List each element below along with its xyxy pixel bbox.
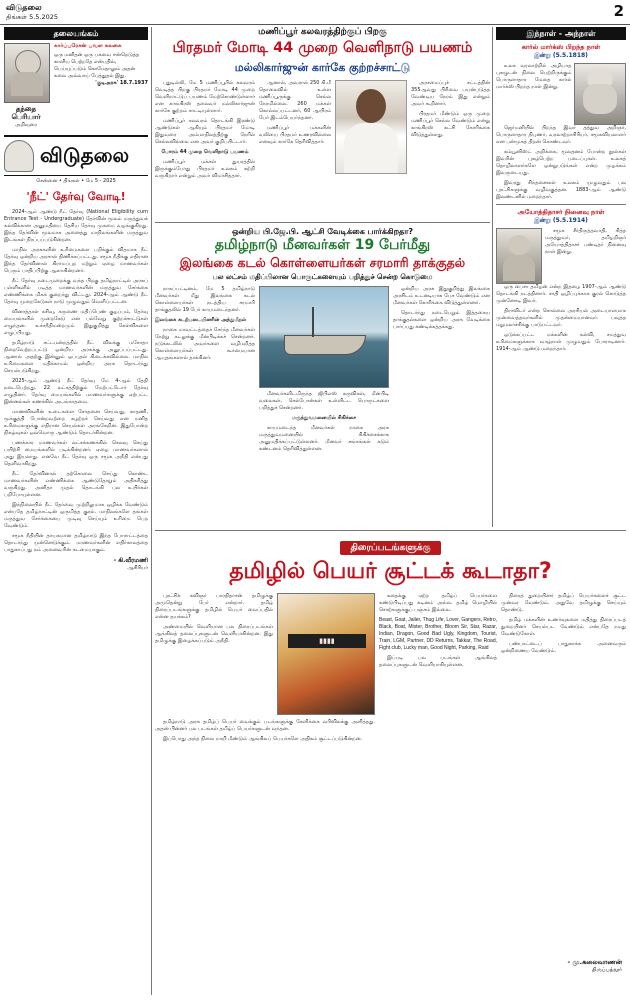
story1-subhead: மல்லிகார்ஜுன் கார்கே குற்றச்சாட்டு <box>234 61 411 74</box>
right-divider <box>496 204 626 205</box>
editorial-paragraph: சமூக நீதியின் தாயகமான தமிழ்நாடு இந்த போராட்டத்தை தொடர்ந்து முன்னெடுக்கும். மாணவர்களின் எதிர்காலத்தை பாதுகாப்பது நம் அனைவரின் கடமையாகும். <box>4 533 148 553</box>
film-story <box>155 534 626 996</box>
this-day-label: இந்நாள் - அந்நாள் <box>496 27 626 40</box>
story1-paragraph: அரசமைப்புச் சட்டத்தின் 355ஆவது பிரிவை பயன்படுத்த வேண்டிய நேரம் இது என்றும் அவர் கூறினார். <box>411 80 490 107</box>
editorial-paragraph: பணக்கார மாணவர்கள் லட்சக்கணக்கில் செலவு செய்து பயிற்சி மையங்களில் படிக்கின்றனர். ஏழை மாணவர்களால் அது இயலாது. எனவே நீட் தேர்வு ஒரு சமூக அநீதி என்பது தெளிவாகிறது. <box>4 440 148 467</box>
story2-headline-2: இலங்கை கடல் கொள்ளையர்கள் சரமாரி தாக்குதல் <box>179 255 466 270</box>
editorial-paragraph: மாநில அரசுகளின் உரிமைகளை பறிக்கும் விதமாக நீட் தேர்வு ஒன்றிய அரசால் திணிக்கப்பட்டது. சமூக நீதிக்கு எதிரான இந்த தேர்வினால் கிராமப்புற மற்றும் ஏழை மாணவர்கள் பெரும் பாதிப்பிற்கு ஆளாகின்றனர். <box>4 247 148 274</box>
page-number: 2 <box>613 2 624 20</box>
story1-kicker: மணிப்பூர் கலவரத்திற்குப் பிறகு <box>258 27 387 37</box>
quote-text: ஒரு மனிதன் ஒரு பசுவை ஈன்றெடுத்த காளிய பெற்றதே என்பதில், பெய்யுப்படும் கொமேதாலும் அதன் கலை அவ்வாய் பேத்துதல் இது. <box>54 52 140 79</box>
story3-signature: - மு.கலைவாணன் <box>567 958 622 966</box>
ayothidasar-body-continued <box>496 284 626 353</box>
story3-paragraph: அண்மையில் வெளியான பல திரைப்படங்கள் ஆங்கிலத் தலைப்புகளுடன் வெளியாகின்றன. இது தமிழுக்கு இழைக்கப்படும் அநீதி. <box>155 624 273 644</box>
column-divider <box>492 27 493 527</box>
fishing-boat-photo <box>259 286 389 388</box>
story2-subheading: இலங்கை கடற்படையினரின் அத்துமீறல் <box>155 317 246 323</box>
story3-kicker: திரைப்படங்களுக்கு <box>340 541 440 555</box>
story2-subheading: மருத்துவமனையில் சிகிச்சை <box>292 415 356 421</box>
story1-headline: பிரதமர் மோடி 44 முறை வெளிநாடு பயணம் <box>172 40 473 56</box>
quote-title: கார்ப்பரேசன் பவள கலகை <box>54 43 122 49</box>
story3-paragraph: தமிழ் மக்களின் உணர்வுகளை மதித்து திரைப்படத் துறையினர் செயல்பட வேண்டும் என்பதே நமது வேண்டுகோள். <box>501 617 626 637</box>
main-area <box>155 27 490 536</box>
periyar-label: பெரியார் <box>11 113 41 121</box>
story1-paragraph: மணிப்பூர் மக்கள் துயரத்தில் இருக்கும்போது பிரதமர் உலகம் சுற்றி வருகிறார் என்றும் அவர் விமர்சித்தார். <box>155 159 255 179</box>
ayothidasar-title: அயோத்திதாசர் நினைவு நாள் <box>517 208 605 216</box>
story3-paragraph: கதைக்கு ஏற்ற தமிழ்ப் பெயர்களை கண்டுபிடிப்பது கடினம் அல்ல. தமிழ் மொழியில் சொற்களுக்குப் பஞ்சம் இல்லை. <box>379 593 497 613</box>
editorial-paragraph: வினாத்தாள் கசிவு, கருணை மதிப்பெண் குழப்பம், தேர்வு மையங்களில் முறைகேடு என பல்வேறு குற்றச்சாட்டுகள் எழுந்தன. உச்சநீதிமன்றமும் இதுகுறித்து கேள்விகளை எழுப்பியது. <box>4 309 148 336</box>
marx-paragraph: இவரது சிந்தனைகள் உலகம் முழுவதும் பல புரட்சிகளுக்கு வழிவகுத்தன. 1883-ஆம் ஆண்டு இலண்டனில் மறைந்தார். <box>496 180 626 200</box>
story2-paragraph: மீனவர்களிடமிருந்த ஜிபிஎஸ் கருவிகள், மீன்பிடி வலைகள், செல்போன்கள் உள்ளிட்ட பொருட்களை பறித்துச் சென்றனர். <box>259 391 389 411</box>
story1-paragraph: மணிப்பூர் மக்களின் வலியை பிரதமர் உணரவில்லை எனவும் கார்கே தெரிவித்தார். <box>259 125 331 145</box>
story2-col1 <box>155 286 259 536</box>
ayothidasar-paragraph: திராவிடர் என்ற சொல்லை அரசியல் அடையாளமாக முன்வைத்தவர்களில் முதன்மையானவர். பவுத்த மறுமலர்ச்சிக்கு பாடுபட்டவர். <box>496 308 626 328</box>
story2-subhead: பல லட்சம் மதிப்பிலான பொருட்களையும் பறித்துச் சென்ற கொடுமை <box>212 273 433 281</box>
marx-portrait <box>574 63 626 125</box>
story1-col2 <box>259 80 335 220</box>
editorial-title: 'நீட்' தேர்வு வோடி! <box>26 190 126 203</box>
marx-title: கார்ல் மார்க்ஸ் பிறந்த நாள் <box>521 43 601 51</box>
ayothidasar-paragraph: ஒரு பைசா தமிழன் என்ற இதழை 1907-ஆம் ஆண்டு தொடங்கி நடத்தினார். சாதி ஒழிப்புக்காக குரல் கொடுத்த முன்னோடி இவர். <box>496 284 626 304</box>
column-divider <box>151 27 152 995</box>
marx-body <box>496 63 574 125</box>
story2-kicker: ஒன்றிய பி.ஜே.பி. ஆட்சி வேடிக்கை பார்க்கிறதா? <box>231 227 414 236</box>
ayothidasar-paragraph: சமூக சீர்திருத்தவாதி, சித்த மருத்துவர், தமிழறிஞர் அயோத்திதாசர் பண்டிதர் நினைவு நாள் இன்று. <box>545 228 626 255</box>
ayothidasar-date: இன்று (5.5.1914) <box>534 217 588 224</box>
ayothidasar-paragraph: ஒடுக்கப்பட்ட மக்களின் கல்வி, சமத்துவ உரிமைகளுக்காக வாழ்நாள் முழுவதும் போராடினார். 1914-ஆம் ஆண்டு மறைந்தார். <box>496 332 626 352</box>
story3-paragraph: இப்படி பல படங்கள் ஆங்கிலத் தலைப்புகளுடன் வெளியாகியுள்ளன. <box>379 655 497 668</box>
editorial-signature: - கி.வீரமணி <box>113 557 148 564</box>
story2-paragraph: ஒன்றிய அரசு இதுகுறித்து இலங்கை அரசிடம் உடனடியாக பேச வேண்டும் என மீனவர்கள் கோரிக்கை விடுத்துள்ளனர். <box>393 286 490 306</box>
story3-paragraph: தமிழ்நாடு அரசு தமிழ்ப் பெயர் வைக்கும் படங்களுக்கு கேளிக்கை வரிவிலக்கு அளித்தது. அதன் பின்னர் பல படங்கள் தமிழ்ப் பெயர்களுடன் வந்தன. <box>155 719 375 732</box>
marx-paragraph: ஜெர்மனியில் பிறந்த இவர் தத்துவ அறிஞர், பொருளாதார நிபுணர், வரலாற்றாசிரியர், சமூகவியலாளர் என பன்முகத் திறன் கொண்டவர். <box>496 125 626 145</box>
story3-paragraph: திரைத் துறையினர் தமிழ்ப் பெயர்களைச் சூட்ட முன்வர வேண்டும். அதுவே தமிழுக்கு செய்யும் தொண்டு. <box>501 593 626 613</box>
story3-col2 <box>379 593 501 715</box>
story3-col1-continued <box>155 719 379 746</box>
story2-paragraph: நாகப்பட்டினம், மே 5 தமிழ்நாடு மீனவர்கள் மீது இலங்கை கடல் கொள்ளையர்கள் நடத்திய சரமாரி தாக்குதலில் 19 பேர் காயமடைந்தனர். <box>155 286 255 313</box>
thanthai-label: தந்தை <box>15 105 37 113</box>
editorial-paragraph: மாணவிகளின் உடைகளை சோதனை செய்வது, காதணி, மூக்குத்தி போன்றவற்றை கழற்றச் செய்வது என மனித உரிமைகளுக்கு எதிரான செயல்கள் அரங்கேறின. இதுபோன்ற நிகழ்வுகள் ஒவ்வொரு ஆண்டும் தொடர்கின்றன. <box>4 409 148 436</box>
story3-headline: தமிழில் பெயர் சூட்டக் கூடாதா? <box>229 559 552 584</box>
editorial-paragraph: நீட் தேர்வு நடைமுறைக்கு வந்த பிறகு தமிழ்நாட்டில் அரசுப் பள்ளிகளில் படித்த மாணவர்களின் மருத்துவ சேர்க்கை எண்ணிக்கை மிகக் குறைந்து விட்டது. 2024-ஆம் ஆண்டு நீட் தேர்வு முறைகேடுகள் நாடு முழுவதும் வெளிப்பட்டன. <box>4 278 148 305</box>
right-column <box>496 27 626 356</box>
film-title-list: Beast, Goat, Jailer, Thug Life, Lover, Gangers, Retro, Black, Boat, Mister, Brother, Bloom Sir, Star, Razar, Indian, Dragon, Good Bad Ugly, Kingdom, Tourist, Train, LGM, Partner, DD Returns, Takkar, The Road, Fight club, Lucky man, Good Night, Parking, Raid <box>379 617 497 651</box>
story1-paragraph: புதுடில்லி, மே 5 மணிப்பூரில் கலவரம் வெடித்த பிறகு பிரதமர் மோடி 44 முறை வெளிநாட்டுப் பயணம் மேற்கொண்டுள்ளார் என காங்கிரஸ் தலைவர் மல்லிகார்ஜுன் கார்கே குற்றம் சாட்டியுள்ளார். <box>155 80 255 114</box>
film-poster-image: ▮▮▮▮ <box>277 593 375 715</box>
story3-paragraph: புரட்சிக் கவிஞர் பாரதிதாசன் தமிழுக்கு அமுதென்று பேர் என்றார். தமிழ் திரைப்படங்களுக்கு தமிழில் பெயர் வைப்பதில் என்ன தயக்கம்? <box>155 593 273 620</box>
marx-body-continued <box>496 125 626 201</box>
marx-paragraph: கம்யூனிஸ்ட் அறிக்கை, மூலதனம் போன்ற நூல்கள் இவரின் புகழ்பெற்ற படைப்புகள். உலகத் தொழிலாளர்களே ஒன்றுபடுங்கள் என்ற முழக்கம் இவருடையது. <box>496 149 626 176</box>
page-date: திங்கள் 5.5.2025 <box>6 13 59 21</box>
left-column <box>4 27 148 995</box>
ayothidasar-body <box>542 228 626 284</box>
story1-col1 <box>155 80 259 220</box>
masthead <box>4 135 148 176</box>
kharge-photo <box>335 80 407 174</box>
story1-paragraph: மணிப்பூர் கலவரம் தொடங்கி இரண்டு ஆண்டுகள் ஆகியும் பிரதமர் மோடி இதுவரை அம்மாநிலத்திற்கு நேரில் செல்லவில்லை என அவர் குறிப்பிட்டார். <box>155 118 255 145</box>
story3-signature-place: திருப்பத்தூர் <box>591 967 622 973</box>
masthead-emblem-icon <box>4 140 34 172</box>
editorial-body <box>4 209 148 554</box>
editorial-paragraph: நீட் தேர்வினால் தற்கொலை செய்து கொண்ட மாணவர்களின் எண்ணிக்கை ஆண்டுதோறும் அதிகரித்து வருகிறது. அனிதா முதல் தொடங்கி பல உயிர்கள் பறிபோயுள்ளன. <box>4 471 148 498</box>
editorial-paragraph: 2025-ஆம் ஆண்டு நீட் தேர்வு மே 4-ஆம் தேதி நடைபெற்றது. 22 லட்சத்திற்கும் மேற்பட்டோர் தேர்வு எழுதினர். தேர்வு மையங்களில் மாணவர்களுக்கு ஏற்பட்ட இன்னல்கள் கணக்கில் அடங்காதவை. <box>4 378 148 405</box>
story1-subheading: போரம் 44 முறை வெளிநாடு பயணம் <box>161 149 249 155</box>
quote-attribution: 'குடிஅரசு' 18.7.1937 <box>95 80 148 86</box>
masthead-title: விடுதலை <box>40 142 130 167</box>
editorial-paragraph: 2024-ஆம் ஆண்டு நீட் தேர்வு (National Eligibility cum Entrance Test - Undergraduate) தேர்வின் மூலம் மருத்துவக் கல்விக்கான அனுமதியை தேசிய தேர்வு முகமை வழங்குகிறது. இந்த தேர்வின் மூலமாக அனைத்து மாநிலங்களின் மருத்துவ இடங்கள் நிரப்பப்படுகின்றன. <box>4 209 148 243</box>
ayothidasar-portrait <box>496 228 542 284</box>
editorial-paragraph: இந்நிலையில் நீட் தேர்வை முற்றிலுமாக ஒழிக்க வேண்டும் என்பதே தமிழ்நாட்டின் ஒருமித்த குரல். மாநிலங்களே தங்கள் மருத்துவ சேர்க்கையை முடிவு செய்யும் உரிமை பெற வேண்டும். <box>4 502 148 529</box>
story2-col2 <box>259 391 389 453</box>
paper-name: விடுதலை <box>6 3 42 12</box>
story2-paragraph: காயமடைந்த மீனவர்கள் நாகை அரசு மருத்துவமனையில் சிகிச்சைக்காக அனுமதிக்கப்பட்டுள்ளனர். மீனவர் சங்கங்கள் கடும் கண்டனம் தெரிவித்துள்ளன. <box>259 425 389 452</box>
story3-col3 <box>501 593 626 715</box>
editorial-label: தலையங்கம் <box>4 27 148 40</box>
story2-paragraph: நாகை மாவட்டத்தைச் சேர்ந்த மீனவர்கள் நேற்று கடலுக்கு மீன்பிடிக்கச் சென்றனர். நடுக்கடலில் அவர்களை வழிமறித்த கொள்ளையர்கள் கூர்மையான ஆயுதங்களால் தாக்கினர். <box>155 327 255 361</box>
advice-label: அறிவுரை <box>15 122 37 128</box>
story2-paragraph: தொடர்ந்து நடைபெறும் இத்தகைய தாக்குதல்களை ஒன்றிய அரசு வேடிக்கை பார்ப்பது கண்டிக்கத்தக்கது. <box>393 310 490 330</box>
story-divider <box>155 222 490 223</box>
story3-paragraph: இப்போது அந்த நிலை மாறி மீண்டும் ஆங்கிலப் பெயர்களே அதிகம் சூட்டப்படுகின்றன. <box>163 736 363 742</box>
editorial-signature-title: ஆசிரியர் <box>127 565 148 571</box>
editorial-paragraph: தமிழ்நாடு சட்டமன்றத்தில் நீட் விலக்கு மசோதா நிறைவேற்றப்பட்டு ஒன்றிய அரசுக்கு அனுப்பப்பட்டது. ஆனால் அதற்கு இன்னும் ஒப்புதல் கிடைக்கவில்லை. மாநில உரிமைகளை மதிக்காமல் ஒன்றிய அரசு தொடர்ந்து செயல்படுகிறது. <box>4 340 148 374</box>
story2-headline: தமிழ்நாடு மீனவர்கள் 19 பேர்மீது <box>214 237 431 253</box>
story3-col1 <box>155 593 277 715</box>
masthead-subtitle: சென்னை • திங்கள் • மே 5 - 2025 <box>36 178 116 184</box>
page-header <box>0 0 630 25</box>
periyar-portrait <box>4 43 50 103</box>
marx-date: இன்று (5.5.1818) <box>534 52 588 59</box>
story2-col3 <box>393 286 490 536</box>
marx-paragraph: உலக வரலாற்றில் அழியாத புகழுடன் நிலை பெற்றிருக்கும் பொருளாதார மேதை கார்ல் மார்க்ஸ் பிறந்த நாள் இன்று. <box>496 63 572 90</box>
story1-paragraph: பிரதமர் மீண்டும் ஒரு முறை மணிப்பூர் செல்ல வேண்டும் என்று காங்கிரஸ் கட்சி கோரிக்கை விடுத்துள்ளது. <box>411 111 490 138</box>
story3-paragraph: பண்பாட்டைப் பாதுகாக்க அனைவரும் ஒன்றிணைய வேண்டும். <box>501 641 626 654</box>
story-divider <box>155 530 626 531</box>
story1-col3 <box>411 80 490 220</box>
story1-paragraph: ஆனால், அவரால் 250 கி.மீ தொலைவில் உள்ள மணிப்பூருக்கு செல்ல நேரமில்லை. 260 மக்கள் கொல்லப்பட்டனர், 60 ஆயிரம் பேர் இடம்பெயர்ந்தனர். <box>259 80 331 121</box>
